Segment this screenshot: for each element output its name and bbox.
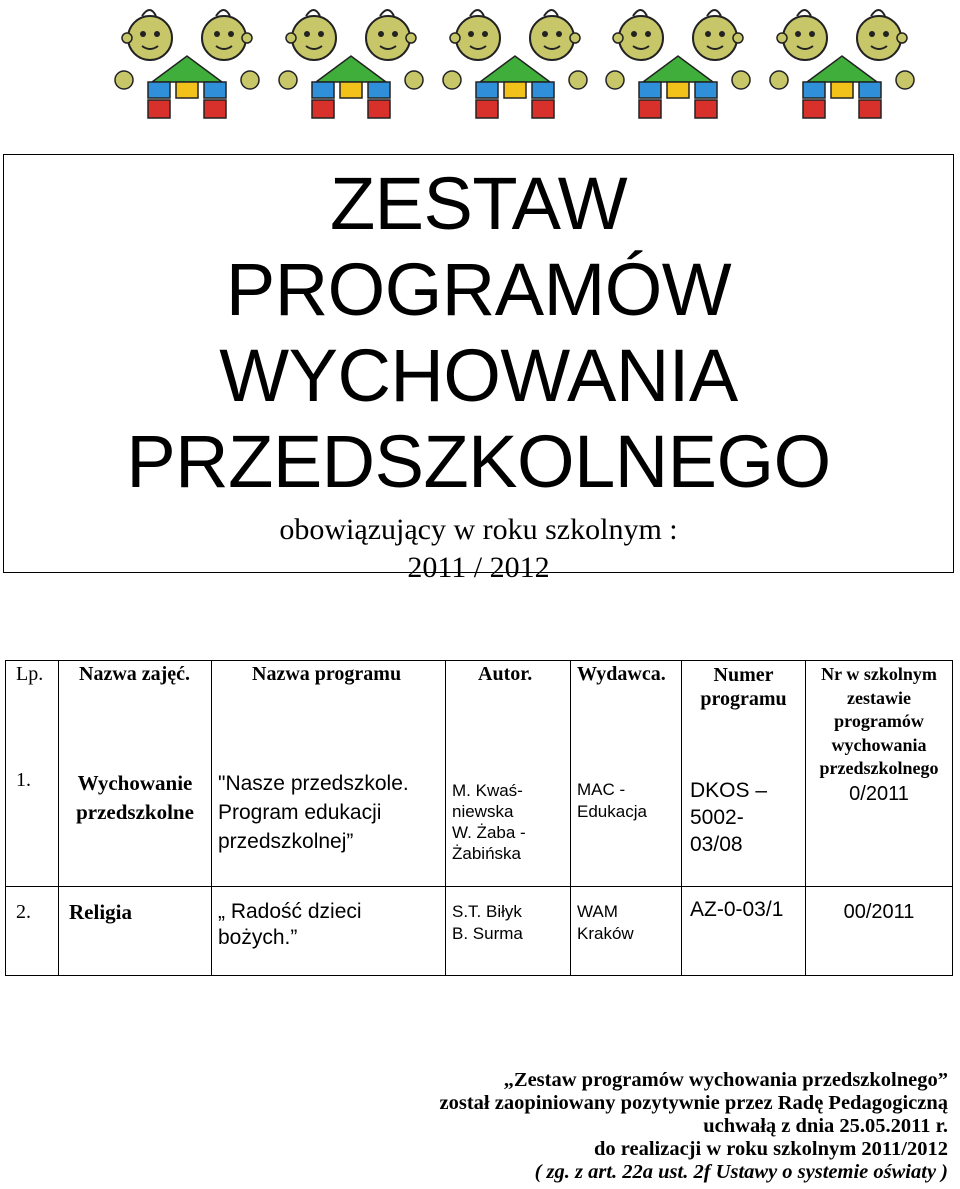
title-line: WYCHOWANIA [219,334,738,417]
row-numer-line: 5002- [690,806,744,829]
row-nazwa-zajec: Religia [69,900,132,924]
header-nazwa-programu: Nazwa programu [252,663,402,685]
row-numer-line: 03/08 [690,833,743,856]
row-nazwa-zajec: Wychowanie przedszkolne [76,771,194,824]
row-lp: 2. [16,901,31,923]
cell-nazwa-programu [212,887,446,976]
kids-blocks-illustration [767,0,917,122]
row-numer: AZ-0-03/1 [690,898,784,921]
cell-autor [446,887,571,976]
cell-wydawca [571,887,682,976]
document-title [4,161,953,505]
title-line: PRZEDSZKOLNEGO [126,420,831,503]
row-autor-line: Żabińska [452,844,521,863]
cell-autor [446,661,571,887]
title-box [3,154,954,584]
header-nr-zestaw: Nr w szkolnym zestawie programów wychowania przedszkolnego [819,664,939,778]
kids-blocks-illustration [440,0,590,122]
title-line: PROGRAMÓW [225,248,732,331]
row-nr: 00/2011 [843,901,915,923]
header-numer: Numer programu [700,664,787,710]
footer-line: „Zestaw programów wychowania przedszkolnego” [503,1069,948,1091]
cell-wydawca [571,661,682,887]
cell-nr [806,887,953,976]
cell-lp [6,661,59,887]
table-row [6,887,953,976]
header-banner [112,0,917,122]
header-wydawca: Wydawca. [577,663,666,685]
row-autor-line: B. Surma [452,924,523,943]
cell-numer [682,887,806,976]
kids-blocks-illustration [112,0,262,122]
table-row [6,661,953,887]
row-wydawca-line: Kraków [577,924,634,943]
cell-lp [6,887,59,976]
subtitle-validity: obowiązujący w roku szkolnym : [279,513,678,546]
cell-numer [682,661,806,887]
footer-line: do realizacji w roku szkolnym 2011/2012 [593,1138,948,1160]
row-autor-line: M. Kwaś- [452,781,523,800]
row-autor-line: S.T. Biłyk [452,902,522,921]
footer-line: został zaopiniowany pozytywnie przez Radę Pedagogiczną [439,1092,948,1114]
header-lp: Lp. [16,663,44,685]
row-wydawca-line: MAC - [577,780,626,799]
cell-nr [806,661,953,887]
header-nazwa-zajec: Nazwa zajęć. [79,663,191,685]
row-lp: 1. [16,769,31,791]
row-wydawca-line: Edukacja [577,802,647,821]
footer-legal-basis: ( zg. z art. 22a ust. 2f Ustawy o systemie oświaty ) [534,1161,948,1183]
row-nazwa-programu: "Nasze przedszkole. Program edukacji przedszkolnej” [218,772,409,853]
programs-table [5,660,953,976]
approval-note [188,1069,948,1184]
row-nazwa-programu: „ Radość dzieci bożych.” [218,900,362,949]
row-numer-line: DKOS – [690,779,768,802]
kids-blocks-illustration [603,0,753,122]
subtitle-school-year: 2011 / 2012 [407,551,550,584]
cell-nazwa-zajec [59,887,212,976]
cell-nazwa-zajec [59,661,212,887]
row-autor-line: W. Żaba - [452,823,526,842]
header-autor: Autor. [478,663,533,685]
footer-line: uchwałą z dnia 25.05.2011 r. [703,1115,948,1137]
row-wydawca-line: WAM [577,902,618,921]
title-line: ZESTAW [329,162,628,245]
row-nr: 0/2011 [849,782,909,805]
row-autor-line: niewska [452,802,514,821]
kids-blocks-illustration [276,0,426,122]
cell-nazwa-programu [212,661,446,887]
